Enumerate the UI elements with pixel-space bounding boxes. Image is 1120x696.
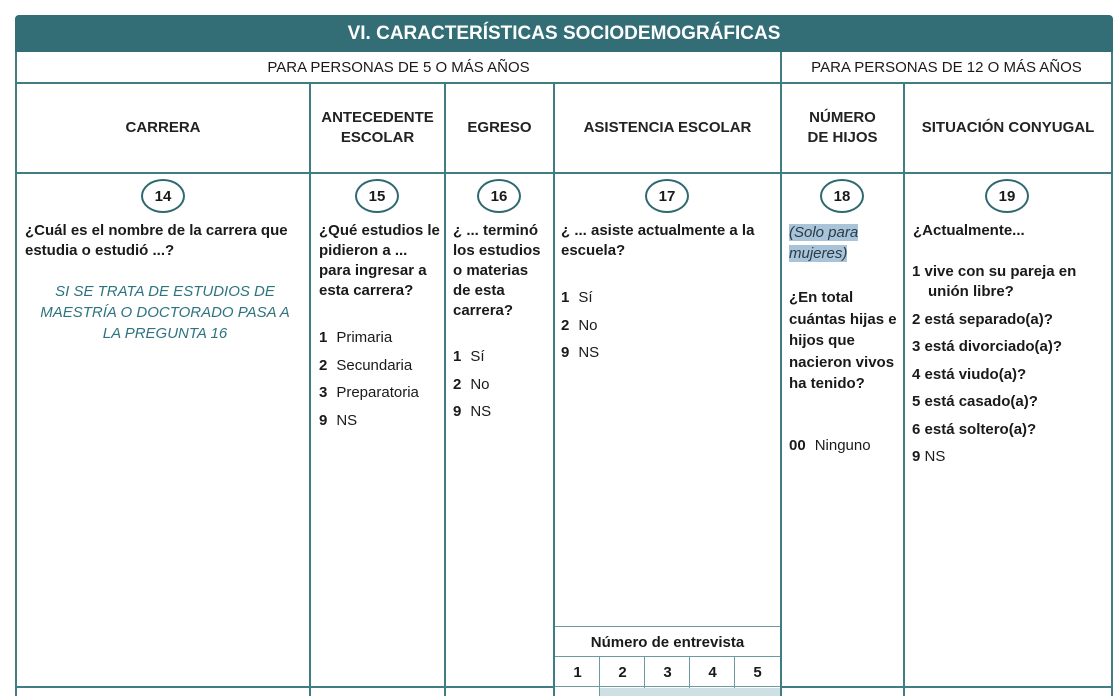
option-code: 9 <box>561 344 570 361</box>
question-16-text: ¿ ... terminó los estudios o materias de esta carrera? <box>453 222 541 319</box>
question-number-18: 18 <box>820 179 864 213</box>
option[interactable] <box>912 337 1107 357</box>
option[interactable] <box>319 357 419 385</box>
interview-answer-cell-4[interactable] <box>690 688 735 696</box>
option[interactable] <box>453 376 491 404</box>
option-label: No <box>578 316 598 334</box>
option-code: 9 <box>912 448 921 465</box>
option[interactable] <box>561 317 599 345</box>
option-code: 2 <box>319 356 328 374</box>
interview-answer-cell-5[interactable] <box>735 688 780 696</box>
interview-bottom-line <box>555 686 780 687</box>
right-border <box>1111 52 1113 696</box>
option-label: NS <box>470 403 492 420</box>
option-code: 2 <box>561 316 570 334</box>
option-code: 1 <box>319 329 328 346</box>
option[interactable] <box>912 447 1107 467</box>
option-label: Secundaria <box>336 356 413 374</box>
interview-number-4: 4 <box>708 663 717 681</box>
interview-number-5: 5 <box>753 663 762 681</box>
option-label: está divorciado(a)? <box>924 338 1063 355</box>
option-code: 3 <box>912 338 921 355</box>
option[interactable] <box>319 412 419 440</box>
option[interactable] <box>561 289 599 317</box>
option-label: está viudo(a)? <box>924 365 1027 383</box>
option-code: 1 <box>912 263 921 280</box>
header-egreso: EGRESO <box>467 119 532 136</box>
section-title: VI. CARACTERÍSTICAS SOCIODEMOGRÁFICAS <box>15 15 1113 52</box>
header-asistencia: ASISTENCIA ESCOLAR <box>583 119 752 136</box>
question-18-options <box>789 437 871 465</box>
age-group-12-plus: PARA PERSONAS DE 12 O MÁS AÑOS <box>811 59 1082 76</box>
option-code: 00 <box>789 437 806 454</box>
question-16-options <box>453 348 491 431</box>
option-label: vive con su pareja en unión libre? <box>924 263 1077 300</box>
interview-number-title: Número de entrevista <box>590 633 745 651</box>
option-code: 2 <box>453 375 462 393</box>
question-number-15: 15 <box>355 179 399 213</box>
header-antecedente: ANTECEDENTE ESCOLAR <box>321 109 434 146</box>
question-18-text: ¿En total cuántas hijas e hijos que nacieron vivos ha tenido? <box>789 289 897 392</box>
question-15-text: ¿Qué estudios le pidieron a ... para ingresar a esta carrera? <box>319 222 440 299</box>
divider-col-16-17 <box>553 83 555 696</box>
question-19-options <box>912 262 1107 475</box>
question-14-text: ¿Cuál es el nombre de la carrera que estudia o estudió ...? <box>25 222 288 259</box>
divider-bottom-left <box>15 686 555 688</box>
option-label: No <box>470 375 490 393</box>
option-code: 6 <box>912 420 921 438</box>
question-15-options <box>319 329 419 439</box>
divider-col-15-16 <box>444 83 446 696</box>
question-number-14: 14 <box>141 179 185 213</box>
sociodemographic-form <box>15 15 1113 696</box>
question-17-options <box>561 289 599 372</box>
option-label: Ninguno <box>814 437 871 454</box>
divider-bottom-right <box>781 686 1113 688</box>
divider-col-18-19 <box>903 83 905 696</box>
question-number-17: 17 <box>645 179 689 213</box>
option-label: está separado(a)? <box>924 310 1053 328</box>
option[interactable] <box>453 403 491 431</box>
option-code: 9 <box>319 411 328 429</box>
option-code: 4 <box>912 365 921 383</box>
question-number-16: 16 <box>477 179 521 213</box>
option-label: NS <box>578 344 600 361</box>
interview-number-1: 1 <box>573 663 582 681</box>
option[interactable] <box>789 437 871 465</box>
option[interactable] <box>912 392 1107 412</box>
interview-number-3: 3 <box>663 663 672 681</box>
age-group-5-plus: PARA PERSONAS DE 5 O MÁS AÑOS <box>267 59 530 76</box>
option-label: Primaria <box>336 329 393 346</box>
option[interactable] <box>319 384 419 412</box>
option[interactable] <box>453 348 491 376</box>
option-label: está casado(a)? <box>924 393 1038 410</box>
question-19-text: ¿Actualmente... <box>913 222 1025 239</box>
option-label: Preparatoria <box>336 384 419 401</box>
option[interactable] <box>912 420 1107 440</box>
interview-answer-cell-2[interactable] <box>600 688 645 696</box>
women-only-note: (Solo para mujeres) <box>789 224 859 262</box>
option-code: 3 <box>319 384 328 401</box>
option-label: NS <box>924 448 946 465</box>
option[interactable] <box>561 344 599 372</box>
option-code: 9 <box>453 403 462 420</box>
interview-answer-cell-3[interactable] <box>645 688 690 696</box>
question-14-instruction: SI SE TRATA DE ESTUDIOS DE MAESTRÍA O DOCTORADO PASA A LA PREGUNTA 16 <box>40 283 290 342</box>
question-17-text: ¿ ... asiste actualmente a la escuela? <box>561 222 755 259</box>
question-18-note <box>789 222 899 264</box>
option-code: 2 <box>912 310 921 328</box>
option[interactable] <box>912 262 1107 302</box>
header-carrera: CARRERA <box>125 119 201 136</box>
divider-col-14-15 <box>309 83 311 696</box>
option[interactable] <box>912 365 1107 385</box>
option-label: Sí <box>470 348 485 365</box>
header-numero-hijos: NÚMERO DE HIJOS <box>807 109 878 146</box>
option[interactable] <box>319 329 419 357</box>
option-label: NS <box>336 411 358 429</box>
option-code: 5 <box>912 393 921 410</box>
option-label: está soltero(a)? <box>924 420 1037 438</box>
question-number-19: 19 <box>985 179 1029 213</box>
option[interactable] <box>912 310 1107 330</box>
interview-number-2: 2 <box>618 663 627 681</box>
option-code: 1 <box>561 289 570 306</box>
header-situacion-conyugal: SITUACIÓN CONYUGAL <box>921 119 1095 136</box>
option-label: Sí <box>578 289 593 306</box>
option-code: 1 <box>453 348 462 365</box>
